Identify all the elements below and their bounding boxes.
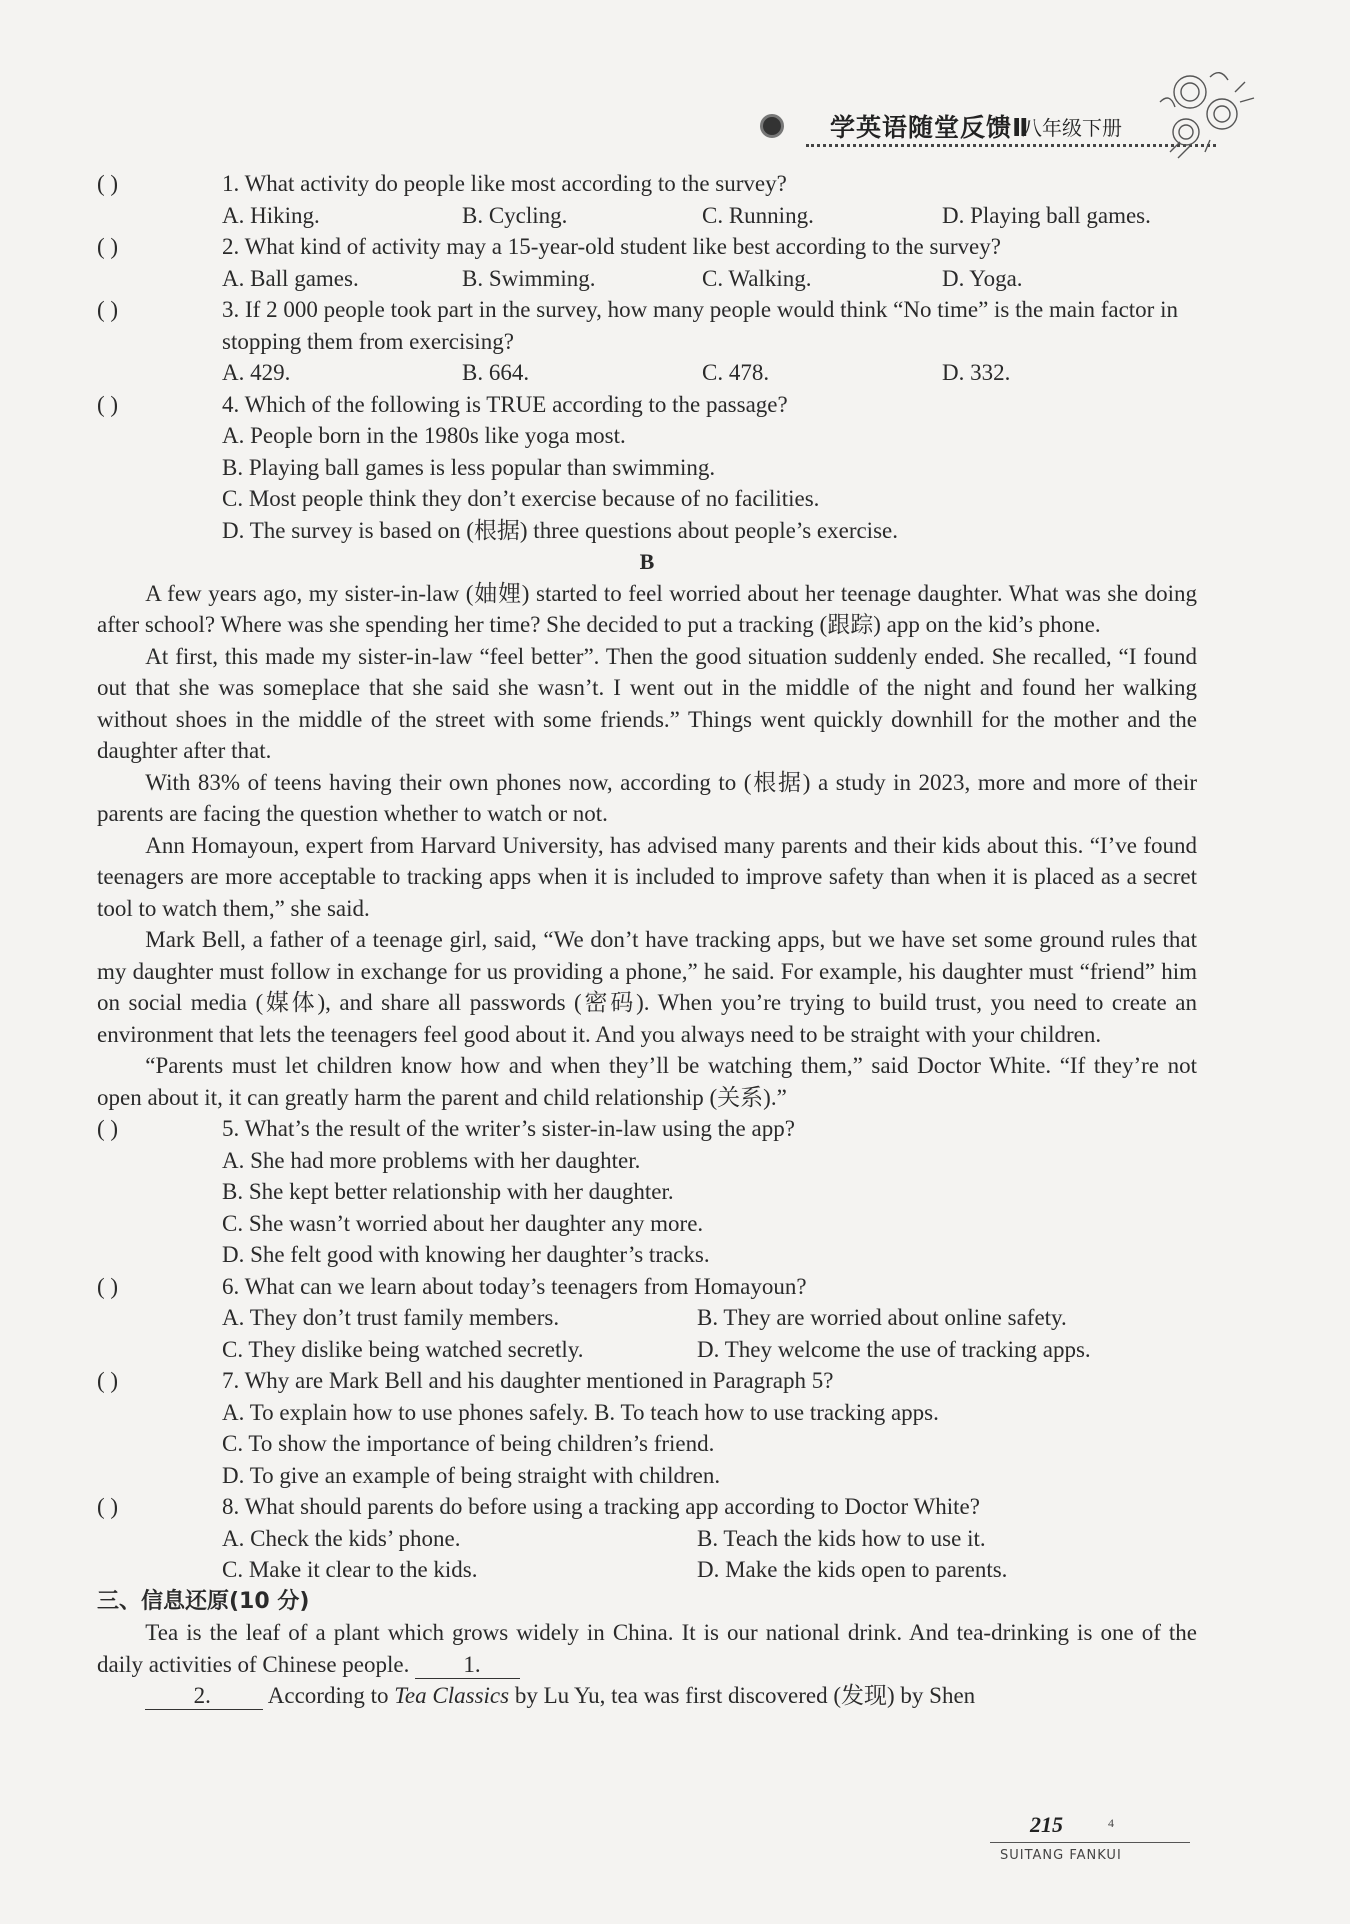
book-title-italic: Tea Classics [394, 1683, 510, 1708]
section-three-text: Tea is the leaf of a plant which grows widely in China. It is our national drink. And tea-drinking is one of the daily activities of Chinese people. [97, 1620, 1197, 1677]
option: B. They are worried about online safety. [697, 1305, 1067, 1330]
question-stem: 2. What kind of activity may a 15-year-old student like best according to the survey? [222, 234, 1001, 259]
passage-paragraph: At first, this made my sister-in-law “feel better”. Then the good situation suddenly ended. She recalled, “I found out that she was someplace that she said she wasn’t. I went out in the middle of the night and found her walking without shoes in the middle of the street with some friends.” Things went quickly downhill for the mother and the daughter after that. [97, 643, 1197, 763]
flower-decoration-icon [1150, 62, 1260, 172]
options-row [97, 357, 1197, 389]
option: C. 478. [702, 360, 770, 385]
option: B. 664. [462, 360, 530, 385]
answer-bracket[interactable]: ( ) [97, 234, 119, 259]
reading-b-questions [97, 1113, 1197, 1586]
options-row [97, 1523, 1197, 1555]
option: A. Ball games. [222, 265, 359, 291]
section-three-text-2b: by Lu Yu, tea was first discovered (发现) by Shen [509, 1683, 976, 1708]
passage-paragraph: A few years ago, my sister-in-law (妯娌) started to feel worried about her teenage daughter. What was she doing after school? Where was she spending her time? She decided to put a tracking (跟踪) app on the kid’s phone. [97, 580, 1197, 637]
option: B. Teach the kids how to use it. [697, 1525, 986, 1551]
answer-bracket[interactable]: ( ) [97, 1273, 119, 1299]
option: A. People born in the 1980s like yoga most. [222, 423, 626, 448]
option: A. They don’t trust family members. [222, 1305, 560, 1330]
answer-blank-1[interactable]: 1. [415, 1652, 520, 1679]
option: D. The survey is based on (根据) three questions about people’s exercise. [222, 517, 898, 543]
question-stem: 4. Which of the following is TRUE according to the passage? [222, 391, 788, 417]
answer-bracket[interactable]: ( ) [97, 171, 119, 196]
footer-mark: 4 [1108, 1816, 1114, 1830]
passage-b-heading: B [639, 549, 655, 574]
option: B. Cycling. [462, 202, 568, 228]
options-row [97, 1334, 1197, 1366]
answer-bracket[interactable]: ( ) [97, 1368, 119, 1393]
logo-icon [760, 114, 784, 138]
option: B. She kept better relationship with her daughter. [222, 1179, 674, 1204]
option: C. They dislike being watched secretly. [222, 1336, 584, 1362]
question-stem: 5. What’s the result of the writer’s sister-in-law using the app? [222, 1116, 795, 1141]
question-item [97, 1491, 1197, 1523]
book-title: 学英语随堂反馈Ⅱ [830, 113, 1030, 142]
option: C. Walking. [702, 265, 812, 291]
passage-paragraph: With 83% of teens having their own phones now, according to (根据) a study in 2023, more and more of their parents are facing the question whether to watch or not. [97, 769, 1197, 826]
question-stem: 1. What activity do people like most according to the survey? [222, 171, 787, 196]
options-row [97, 263, 1197, 295]
option: B. Playing ball games is less popular than swimming. [222, 454, 716, 480]
option: A. She had more problems with her daughter. [222, 1147, 641, 1173]
question-item [97, 1365, 1197, 1397]
option: A. Hiking. [222, 202, 320, 228]
question-stem: 6. What can we learn about today’s teenagers from Homayoun? [222, 1273, 807, 1299]
passage-paragraph: Mark Bell, a father of a teenage girl, said, “We don’t have tracking apps, but we have set some ground rules that my daughter must follow in exchange for us providing a phone,” he said. For example, his daughter must “friend” him on social media (媒体), and share all passwords (密码). When you’re trying to build trust, you need to create an environment that lets the teenagers feel good about it. And you always need to be straight with your children. [97, 927, 1197, 1047]
passage-paragraph: “Parents must let children know how and when they’ll be watching them,” said Doctor White. “If they’re not open about it, it can greatly harm the parent and child relationship (关系).” [97, 1053, 1197, 1110]
footer-brand: SUITANG FANKUI [1000, 1848, 1122, 1863]
options-row [97, 1302, 1197, 1334]
section-three-title: 三、信息还原(10 分) [97, 1588, 310, 1614]
question-item [97, 1271, 1197, 1303]
question-item [97, 231, 1197, 263]
section-three-text-2a: According to [267, 1683, 395, 1708]
footer-divider [990, 1842, 1190, 1843]
page-content [97, 168, 1197, 1712]
option: C. She wasn’t worried about her daughter any more. [222, 1210, 704, 1236]
option: A. To explain how to use phones safely. B. To teach how to use tracking apps. [222, 1399, 939, 1425]
question-item [97, 294, 1197, 357]
section-three-paragraph [97, 1617, 1197, 1680]
answer-bracket[interactable]: ( ) [97, 391, 119, 417]
passage-b [97, 578, 1197, 1114]
option: C. Running. [702, 202, 814, 228]
option: D. Make the kids open to parents. [697, 1557, 1008, 1582]
passage-paragraph: Ann Homayoun, expert from Harvard University, has advised many parents and their kids about this. “I’ve found teenagers are more acceptable to tracking apps when it is included to improve safety than when it is placed as a secret tool to watch them,” she said. [97, 832, 1197, 921]
answer-bracket[interactable]: ( ) [97, 297, 119, 322]
options-row [97, 200, 1197, 232]
option: C. Most people think they don’t exercise because of no facilities. [222, 486, 820, 511]
option: A. 429. [222, 360, 291, 385]
option: C. Make it clear to the kids. [222, 1557, 478, 1582]
option: D. They welcome the use of tracking apps. [697, 1336, 1091, 1362]
question-item [97, 389, 1197, 421]
option: D. To give an example of being straight with children. [222, 1462, 721, 1488]
option: D. Playing ball games. [942, 202, 1151, 228]
question-item [97, 1113, 1197, 1145]
question-item [97, 168, 1197, 200]
option: D. 332. [942, 360, 1011, 385]
question-stem: 8. What should parents do before using a tracking app according to Doctor White? [222, 1494, 980, 1519]
options-row [97, 1554, 1197, 1586]
answer-bracket[interactable]: ( ) [97, 1494, 119, 1519]
option: A. Check the kids’ phone. [222, 1525, 461, 1551]
option: D. Yoga. [942, 265, 1023, 291]
option: C. To show the importance of being children’s friend. [222, 1431, 715, 1456]
option: D. She felt good with knowing her daughter’s tracks. [222, 1242, 710, 1267]
section-three-paragraph-2 [97, 1680, 1197, 1712]
answer-bracket[interactable]: ( ) [97, 1116, 119, 1141]
reading-a-questions [97, 168, 1197, 546]
answer-blank-2[interactable]: 2. [145, 1683, 263, 1710]
grade-label: 八年级下册 [1022, 116, 1122, 140]
question-stem: 3. If 2 000 people took part in the survey, how many people would think “No time” is the main factor in stopping them from exercising? [222, 297, 1178, 354]
question-stem: 7. Why are Mark Bell and his daughter mentioned in Paragraph 5? [222, 1368, 834, 1393]
option: B. Swimming. [462, 265, 596, 291]
page-number: 215 [1030, 1812, 1063, 1837]
